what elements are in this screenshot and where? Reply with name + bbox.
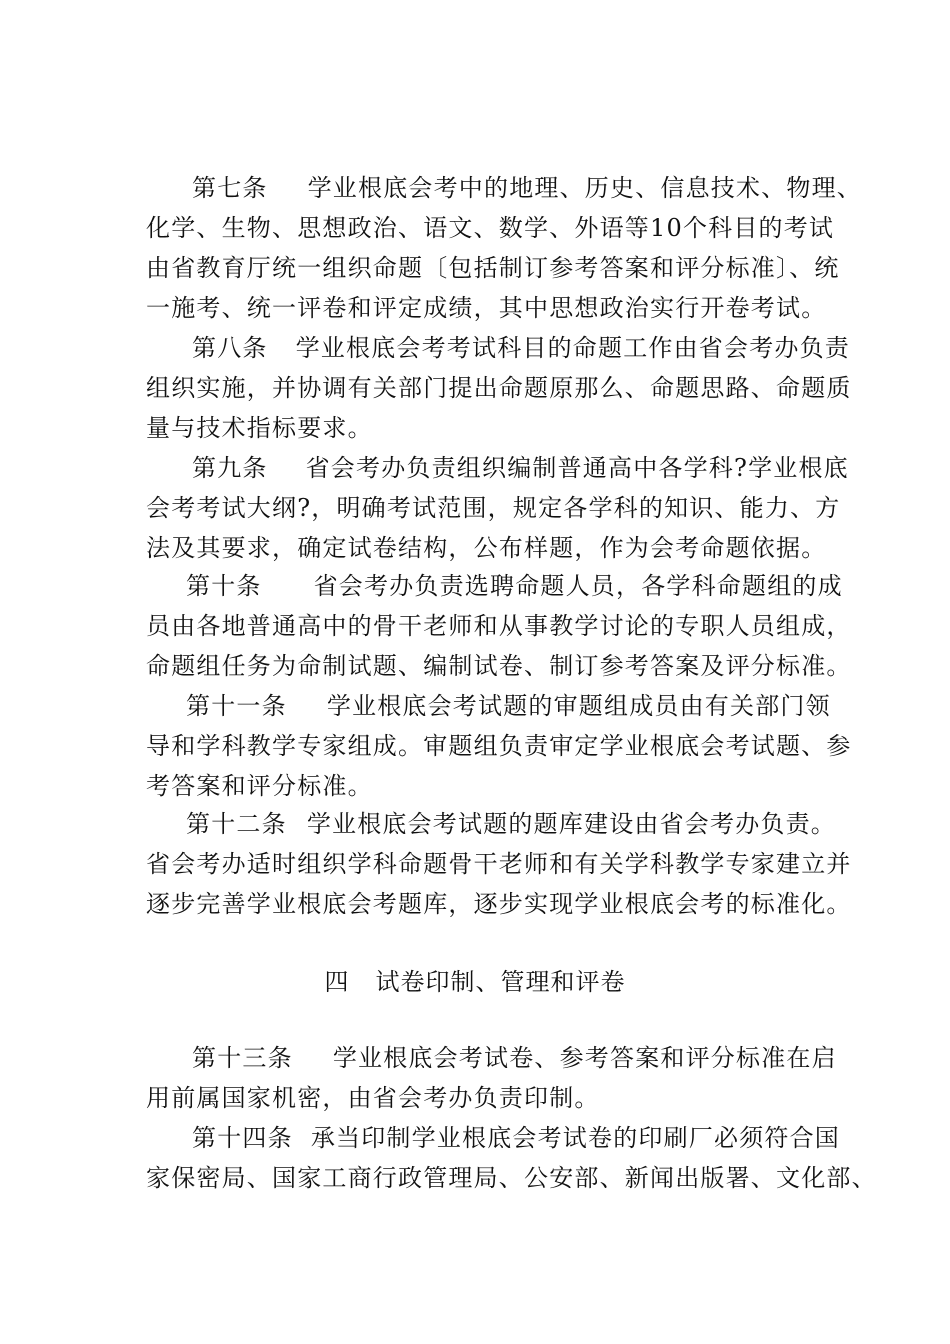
article-8-line-3: 量与技术指标要求。 [146,414,373,442]
article-14-line-1: 承当印制学业根底会考试卷的印刷厂必须符合国 [310,1124,841,1152]
article-7-label: 第七条 [192,174,268,202]
article-8-line-2: 组织实施，并协调有关部门提出命题原那么、命题思路、命题质 [146,374,852,402]
article-9-first-line [192,448,849,488]
article-9-line-3: 法及其要求，确定试卷结构，公布样题，作为会考命题依据。 [146,534,827,562]
section-heading [0,962,950,1002]
article-7-line-4: 一施考、统一评卷和评定成绩，其中思想政治实行开卷考试。 [146,294,827,322]
article-13-line-1: 学业根底会考试卷、参考答案和评分标准在启 [332,1044,837,1072]
article-10-line-2: 员由各地普通高中的骨干老师和从事教学讨论的专职人员组成， [146,612,852,640]
article-8-line-1: 学业根底会考考试科目的命题工作由省会考办负责 [295,334,851,362]
article-11-label: 第十一条 [186,692,287,720]
article-8-first-line [192,328,850,368]
article-14-first-line [192,1118,840,1158]
section-title: 试卷印制、管理和评卷 [375,968,626,996]
article-9-line-1: 省会考办负责组织编制普通高中各学科?学业根底 [305,454,849,482]
article-13-first-line [192,1038,837,1078]
section-number: 四 [324,968,350,996]
article-14-line-2: 家保密局、国家工商行政管理局、公安部、新闻出版署、文化部、 [146,1164,877,1192]
article-10-label: 第十条 [186,572,262,600]
article-7-first-line [192,168,862,208]
article-8-label: 第八条 [192,334,268,362]
article-11-line-2: 导和学科教学专家组成。审题组负责审定学业根底会考试题、参 [146,732,852,760]
article-12-label: 第十二条 [186,810,287,838]
article-10-line-3: 命题组任务为命制试题、编制试卷、制订参考答案及评分标准。 [146,652,852,680]
article-11-line-3: 考答案和评分标准。 [146,772,373,800]
article-12-line-2: 省会考办适时组织学科命题骨干老师和有关学科教学专家建立并 [146,850,852,878]
article-7-line-3: 由省教育厅统一组织命题〔包括制订参考答案和评分标准〕、统 [146,254,840,282]
article-13-line-2: 用前属国家机密，由省会考办负责印制。 [146,1084,600,1112]
article-13-label: 第十三条 [192,1044,293,1072]
article-12-line-1: 学业根底会考试题的题库建设由省会考办负责。 [306,810,837,838]
article-11-line-1: 学业根底会考试题的审题组成员由有关部门领 [326,692,831,720]
article-14-label: 第十四条 [192,1124,293,1152]
article-7-line-2: 化学、生物、思想政治、语文、数学、外语等10个科目的考试 [146,214,835,242]
article-9-line-2: 会考考试大纲?，明确考试范围，规定各学科的知识、能力、方 [146,494,841,522]
article-10-line-1: 省会考办负责选聘命题人员，各学科命题组的成 [313,572,843,600]
article-7-line-1: 学业根底会考中的地理、历史、信息技术、物理、 [307,174,863,202]
article-12-line-3: 逐步完善学业根底会考题库，逐步实现学业根底会考的标准化。 [146,890,852,918]
article-9-label: 第九条 [192,454,268,482]
article-10-first-line [186,566,843,606]
article-11-first-line [186,686,831,726]
article-12-first-line [186,804,836,844]
